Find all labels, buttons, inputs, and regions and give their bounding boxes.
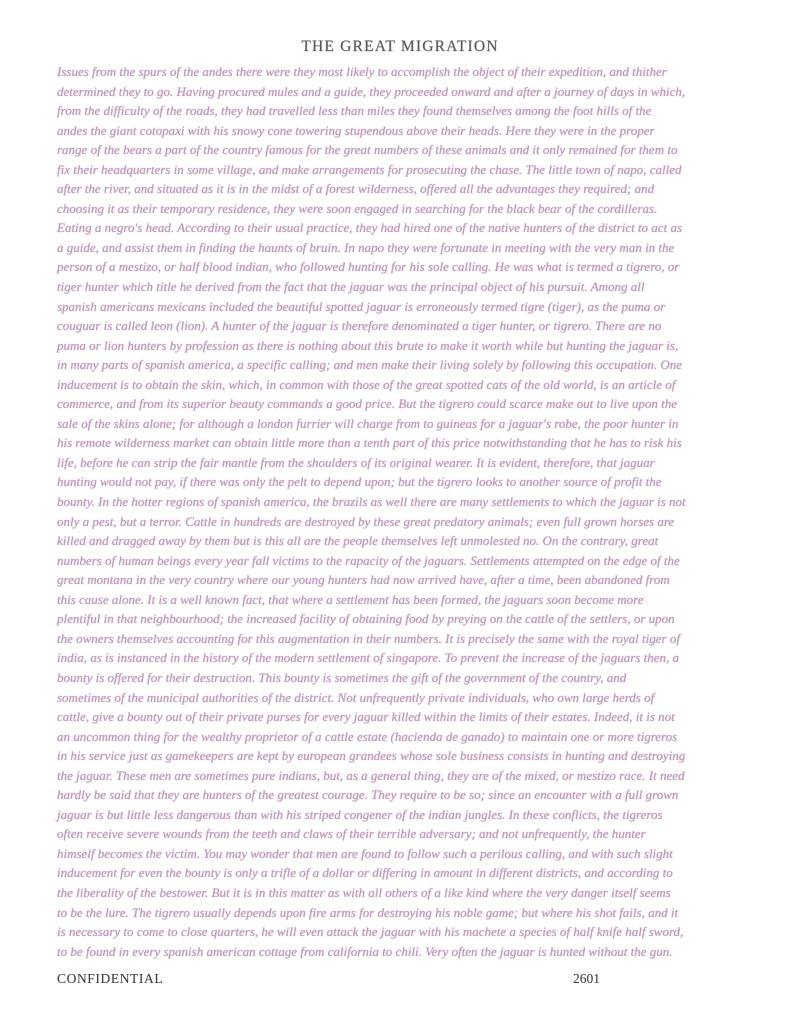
text-line: an uncommon thing for the wealthy proprietor of a cattle estate (hacienda de ganado) to maintain one or more tigreros bbox=[57, 728, 678, 744]
text-line: cattle, give a bounty out of their private purses for every jaguar killed within the limits of their estates. Indeed, it is not bbox=[57, 709, 675, 725]
text-line: the owners themselves accounting for this augmentation in their numbers. It is precisely the same with the royal tiger of bbox=[57, 630, 680, 646]
text-line: choosing it as their temporary residence, they were soon engaged in searching for the black bear of the cordilleras. bbox=[57, 200, 658, 216]
text-line: this cause alone. It is a well known fact, that where a settlement has been formed, the jaguars soon become more bbox=[57, 591, 644, 607]
text-line: hardly be said that they are hunters of the greatest courage. They require to be so; since an encounter with a full grown bbox=[57, 787, 679, 803]
text-line: inducement for even the bounty is only a trifle of a dollar or differing in amount in different districts, and according to bbox=[57, 865, 673, 881]
text-line: Issues from the spurs of the andes there were they most likely to accomplish the object of their expedition, and thither bbox=[57, 64, 667, 79]
text-line: killed and dragged away by them but is this all are the people themselves left unmolested no. On the contrary, great bbox=[57, 533, 659, 549]
text-line: determined they to go. Having procured mules and a guide, they proceeded onward and after a journey of days in which, bbox=[57, 83, 686, 99]
text-line: commerce, and from its superior beauty commands a good price. But the tigrero could scarce make out to live upon the bbox=[57, 396, 678, 412]
text-line: the jaguar. These men are sometimes pure indians, but, as a general thing, they are of the mixed, or mestizo race. It need bbox=[57, 767, 685, 783]
text-line: after the river, and situated as it is in the midst of a forest wilderness, offered all the advantages they required; and bbox=[57, 181, 655, 197]
text-line: the liberality of the bestower. But it is in this matter as with all others of a like kind where the very danger itself seems bbox=[57, 884, 671, 900]
text-line: india, as is instanced in the history of the modern settlement of singapore. To prevent the increase of the jaguars then, a bbox=[57, 650, 680, 666]
text-line: often receive severe wounds from the teeth and claws of their terrible adversary; and not unfrequently, the hunter bbox=[57, 826, 646, 842]
page-title: THE GREAT MIGRATION bbox=[301, 38, 499, 55]
text-line: spanish americans mexicans included the beautiful spotted jaguar is erroneously termed tigre (tiger), as the puma or bbox=[57, 298, 666, 314]
text-line: tiger hunter which title he derived from the fact that the jaguar was the principal object of his pursuit. Among all bbox=[57, 279, 645, 295]
text-line: bounty is offered for their destruction. This bounty is sometimes the gift of the government of the country, and bbox=[57, 669, 627, 685]
text-line: bounty. In the hotter regions of spanish america, the brazils as well there are many settlements to which the jaguar is not bbox=[57, 494, 686, 510]
text-line: only a pest, but a terror. Cattle in hundreds are destroyed by these great predatory animals; even full grown horses are bbox=[57, 513, 675, 529]
text-line: himself becomes the victim. You may wonder that men are found to follow such a perilous calling, and with such slight bbox=[57, 845, 673, 861]
text-line: in many parts of spanish america, a specific calling; and men make their living solely by following this occupation. One bbox=[57, 357, 682, 373]
text-line: puma or lion hunters by profession as there is nothing about this brute to make it worth while but hunting the jaguar is, bbox=[57, 337, 679, 353]
text-line: andes the giant cotopaxi with his snowy cone towering stupendous above their heads. Here they were in the proper bbox=[57, 122, 655, 138]
text-line: fix their headquarters in some village, and make arrangements for prosecuting the chase. The little town of napo, called bbox=[57, 161, 682, 177]
text-line: his remote wilderness market can obtain little more than a tenth part of this price notwithstanding that he has to risk his bbox=[57, 435, 682, 451]
text-line: great montana in the very country where our young hunters had now arrived have, after a time, been abandoned from bbox=[57, 572, 670, 588]
text-line: jaguar is but little less dangerous than with his striped congener of the indian jungles. In these conflicts, the tigreros bbox=[57, 806, 663, 822]
confidential-label: CONFIDENTIAL bbox=[57, 971, 164, 986]
text-line: person of a mestizo, or half blood indian, who followed hunting for his sole calling. He was what is termed a tigrero, or bbox=[57, 259, 680, 275]
text-line: couguar is called leon (lion). A hunter of the jaguar is therefore denominated a tiger hunter, or tigrero. There are no bbox=[57, 318, 662, 334]
text-line: sometimes of the municipal authorities of the district. Not unfrequently private individuals, who own large herds of bbox=[57, 689, 655, 705]
text-line: to be found in every spanish american cottage from california to chili. Very often the jaguar is hunted without the gun. bbox=[57, 943, 673, 959]
page-number: 2601 bbox=[573, 971, 600, 986]
text-line: sale of the skins alone; for although a london furrier will charge from to guineas for a jaguar's robe, the poor hunter in bbox=[57, 415, 679, 431]
text-line: plentiful in that neighbourhood; the increased facility of obtaining food by preying on the cattle of the settlers, or upon bbox=[57, 611, 675, 627]
text-line: hunting would not pay, if there was only the pelt to depend upon; but the tigrero looks to another source of profit the bbox=[57, 474, 662, 490]
text-line: a guide, and assist them in finding the haunts of bruin. In napo they were fortunate in meeting with the very man in the bbox=[57, 239, 675, 255]
text-line: Eating a negro's head. According to their usual practice, they had hired one of the native hunters of the district to act as bbox=[57, 220, 683, 236]
text-line: range of the bears a part of the country famous for the great numbers of these animals and it only remained for them to bbox=[57, 142, 678, 158]
text-line: from the difficulty of the roads, they had travelled less than miles they found themselves among the foot hills of the bbox=[57, 103, 652, 119]
text-line: to be the lure. The tigrero usually depends upon fire arms for destroying his noble game; but where his shot fails, and it bbox=[57, 904, 679, 920]
page-footer bbox=[57, 971, 757, 991]
body-text bbox=[57, 62, 757, 961]
text-line: is necessary to come to close quarters, he will even attack the jaguar with his machete a species of half knife half sword, bbox=[57, 924, 684, 940]
text-line: in his service just as gamekeepers are kept by european grandees whose sole business consists in hunting and destroying bbox=[57, 748, 686, 764]
text-line: numbers of human beings every year fall victims to the rapacity of the jaguars. Settlements attempted on the edge of the bbox=[57, 552, 680, 568]
text-line: inducement is to obtain the skin, which, in common with those of the great spotted cats of the old world, is an article of bbox=[57, 376, 676, 392]
text-line: life, before he can strip the fair mantle from the shoulders of its original wearer. It is evident, therefore, that jaguar bbox=[57, 454, 655, 470]
